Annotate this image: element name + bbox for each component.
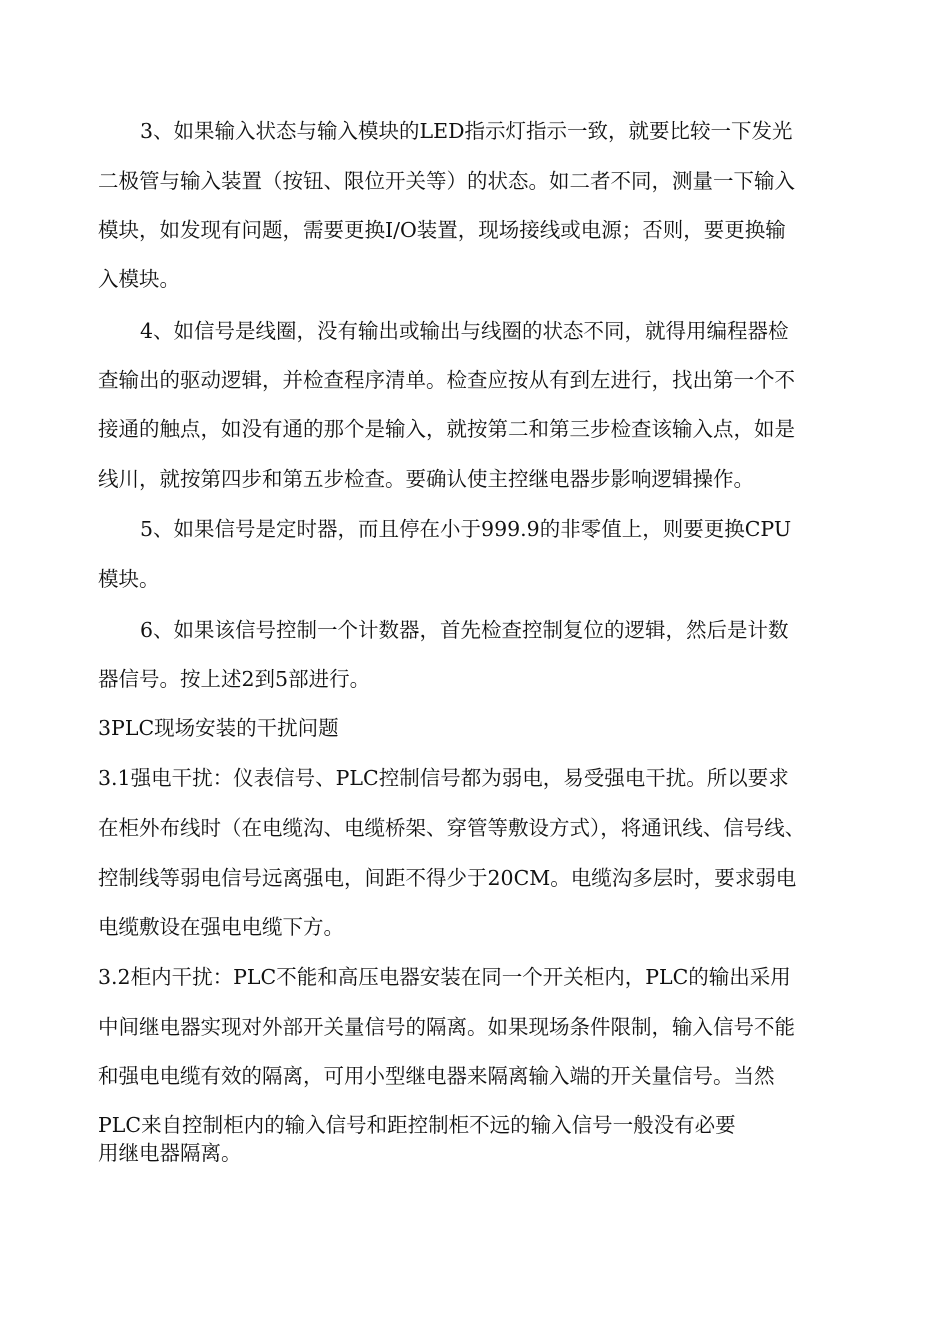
para-3-line-2: 二极管与输入装置（按钮、限位开关等）的状态。如二者不同，测量一下输入	[98, 169, 795, 193]
para-3-1-line-1: 3.1强电干扰：仪表信号、PLC控制信号都为弱电，易受强电干扰。所以要求	[98, 766, 789, 790]
para-6-line-2: 器信号。按上述2到5部进行。	[98, 667, 371, 691]
para-3-2-line-3: 和强电电缆有效的隔离，可用小型继电器来隔离输入端的开关量信号。当然	[98, 1064, 775, 1088]
para-3-2-line-5: 用继电器隔离。	[98, 1141, 242, 1165]
para-3-line-3: 模块，如发现有问题，需要更换I/O装置，现场接线或电源；否则，要更换输	[98, 218, 786, 242]
para-3-1-line-3: 控制线等弱电信号远离强电，间距不得少于20CM。电缆沟多层时，要求弱电	[98, 866, 797, 890]
para-3-2-line-2: 中间继电器实现对外部开关量信号的隔离。如果现场条件限制，输入信号不能	[98, 1015, 795, 1039]
para-4-line-2: 查输出的驱动逻辑，并检查程序清单。检查应按从有到左进行，找出第一个不	[98, 368, 795, 392]
para-3-line-1: 3、如果输入状态与输入模块的LED指示灯指示一致，就要比较一下发光	[140, 119, 793, 143]
para-3-1-line-2: 在柜外布线时（在电缆沟、电缆桥架、穿管等敷设方式），将通讯线、信号线、	[98, 816, 806, 840]
para-5-line-1: 5、如果信号是定时器，而且停在小于999.9的非零值上，则要更换CPU	[140, 517, 792, 541]
para-3-2-line-4: PLC来自控制柜内的输入信号和距控制柜不远的输入信号一般没有必要	[98, 1113, 736, 1137]
para-4-line-3: 接通的触点，如没有通的那个是输入，就按第二和第三步检查该输入点，如是	[98, 417, 795, 441]
para-4-line-4: 线川，就按第四步和第五步检查。要确认使主控继电器步影响逻辑操作。	[98, 467, 754, 491]
para-4-line-1: 4、如信号是线圈，没有输出或输出与线圈的状态不同，就得用编程器检	[140, 319, 789, 343]
para-5-line-2: 模块。	[98, 567, 160, 591]
para-3-1-line-4: 电缆敷设在强电电缆下方。	[98, 915, 344, 939]
para-3-line-4: 入模块。	[98, 267, 180, 291]
para-6-line-1: 6、如果该信号控制一个计数器，首先检查控制复位的逻辑，然后是计数	[140, 618, 789, 642]
para-3-2-line-1: 3.2柜内干扰：PLC不能和高压电器安装在同一个开关柜内，PLC的输出采用	[98, 965, 791, 989]
section-heading: 3PLC现场安装的干扰问题	[98, 716, 339, 740]
